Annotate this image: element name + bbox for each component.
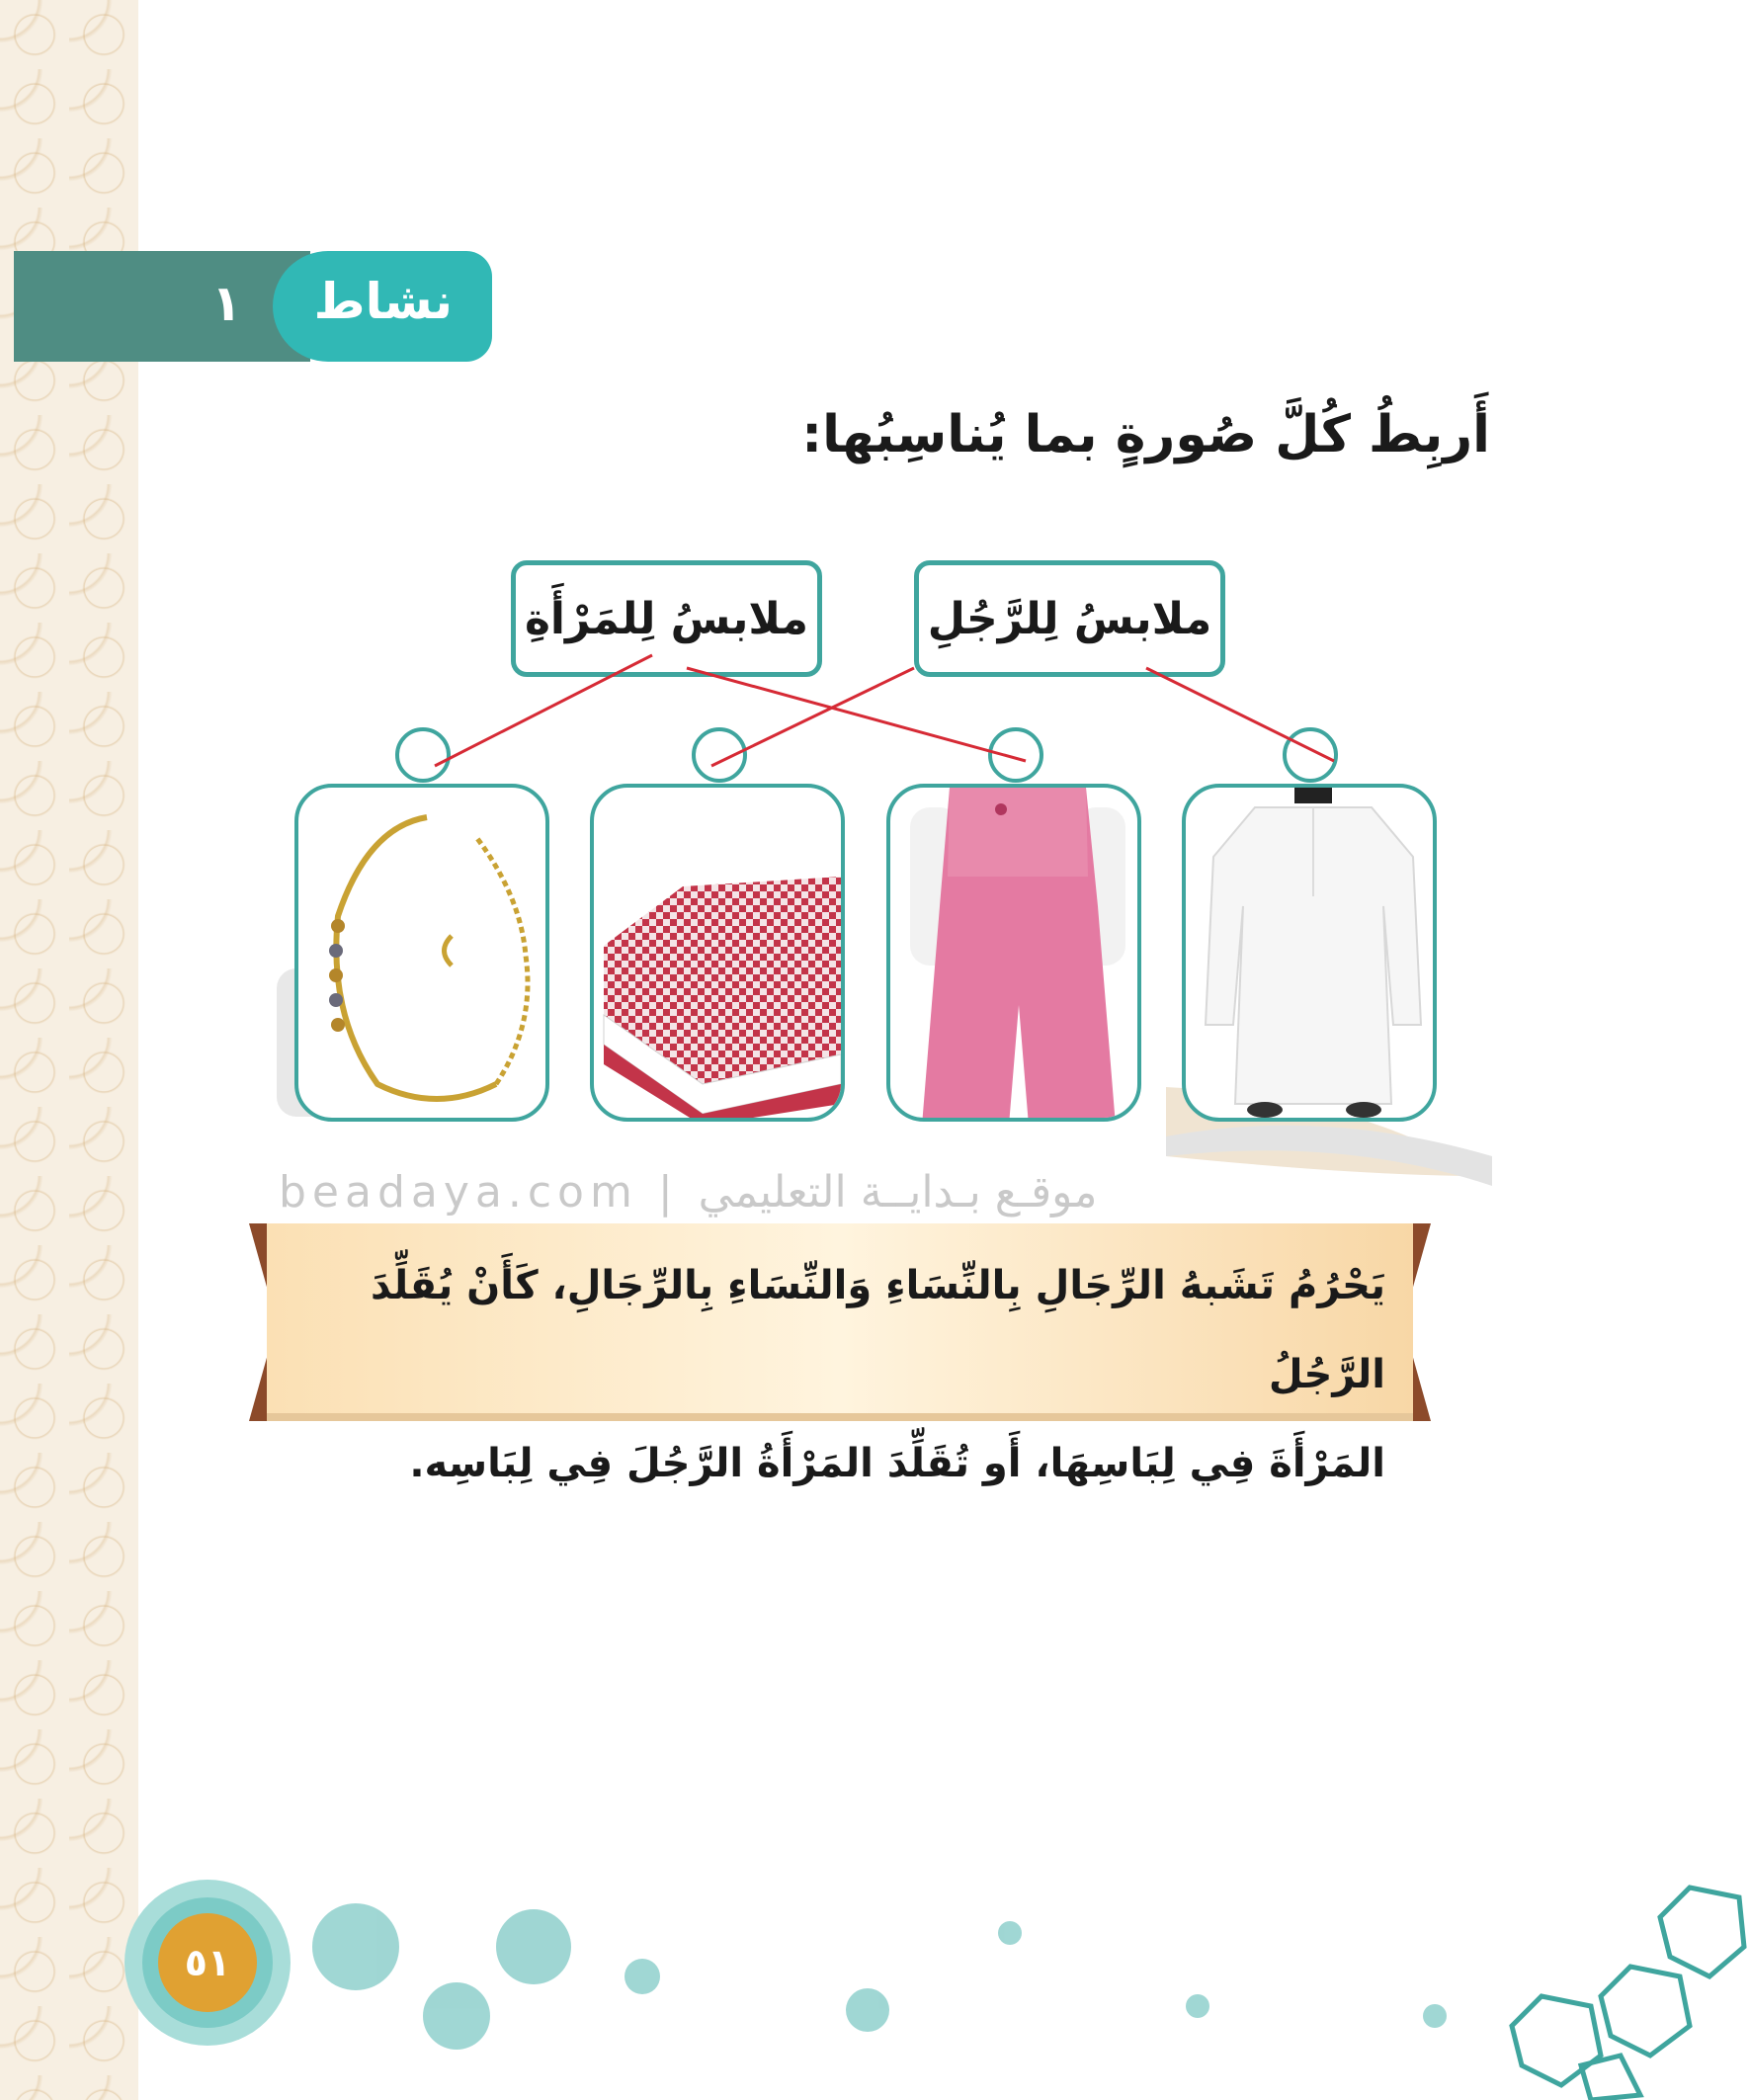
activity-label: نشاط (313, 273, 453, 330)
rule-line-1: يَحْرُمُ تَشَبهُ الرِّجَالِ بِالنِّسَاءِ وَالنِّسَاءِ بِالرِّجَالِ، كَأَنْ يُقَلِّدَ الرَّجُلُ (370, 1263, 1385, 1397)
image-card-shemagh[interactable] (590, 784, 845, 1122)
instruction-text: أَربِطُ كُلَّ صُورةٍ بما يُناسِبُها: (801, 405, 1490, 464)
category-men-box[interactable]: ملابسُ لِلرَّجُلِ (914, 560, 1225, 677)
activity-number: ١ (211, 275, 242, 332)
match-line-thobe (1146, 668, 1334, 761)
category-women-box[interactable]: ملابسُ لِلمَرْأَةِ (511, 560, 822, 677)
image-card-anklet[interactable] (294, 784, 549, 1122)
jumpsuit-image (890, 788, 1141, 1122)
watermark-site: beadaya.com (279, 1167, 638, 1218)
image-card-jumpsuit[interactable] (886, 784, 1141, 1122)
page-number-badge (123, 1878, 292, 2048)
rule-text (318, 1241, 1385, 1508)
page-number: ٥١ (158, 1913, 257, 2012)
shemagh-image (594, 788, 845, 1122)
watermark-arabic: موقـع بـدايــة التعليمي (698, 1167, 1098, 1218)
image-card-thobe[interactable] (1182, 784, 1437, 1122)
connector-circle-3 (990, 729, 1041, 781)
watermark-text: beadaya.com | موقـع بـدايــة التعليمي (279, 1167, 1098, 1218)
anklet-image (298, 788, 549, 1122)
connector-circle-1 (397, 729, 449, 781)
match-line-jumpsuit (687, 668, 1026, 761)
thobe-image (1186, 788, 1437, 1122)
rule-line-2: المَرْأَةَ فِي لِبَاسِهَا، أَو تُقَلِّدَ المَرْأَةُ الرَّجُلَ فِي لِبَاسِه. (409, 1441, 1385, 1486)
connector-circle-4 (1285, 729, 1336, 781)
match-line-anklet (435, 655, 652, 766)
